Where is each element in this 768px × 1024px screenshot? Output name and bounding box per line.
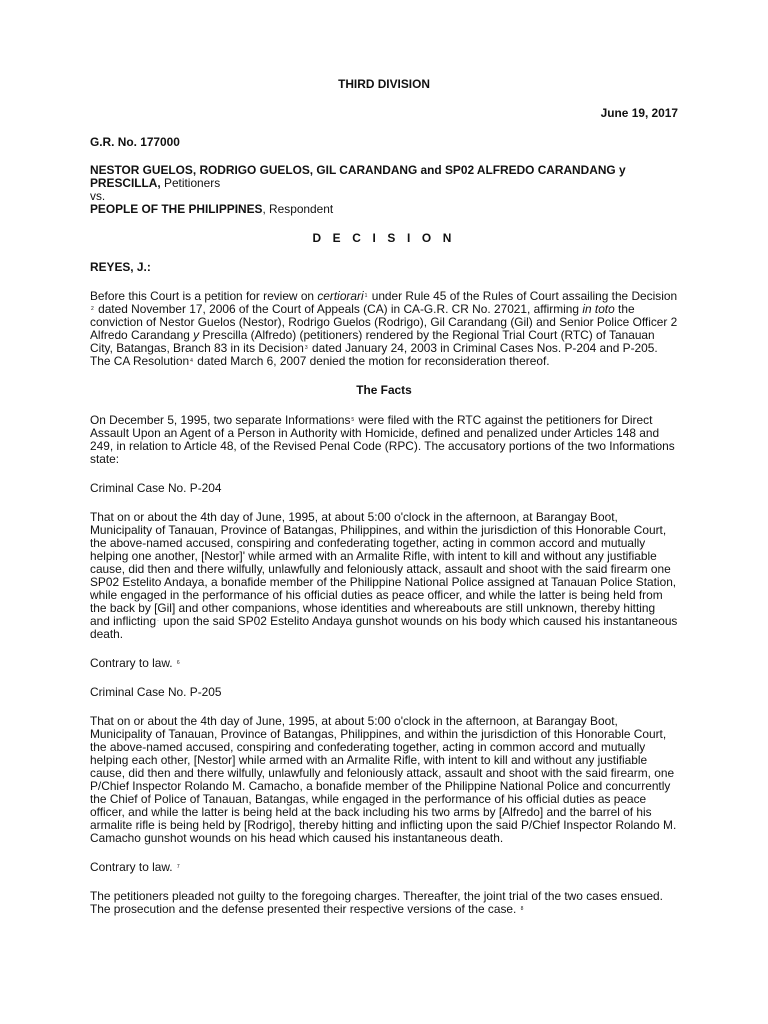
facts-text-2: were filed with the RTC against the petitioners for Direct Assault Upon an Agent of a Person in Authority with Homicide, defined and penalized under Articles 148 and 249, in relation to Article 48, of the Revised Penal Code (RPC). The accusatory portions of the two Informations state: [90,413,675,466]
petitioners-role: Petitioners [160,176,221,190]
intro-text-7: dated March 6, 2007 denied the motion for reconsideration thereof. [193,354,550,368]
contrary-text-2: Contrary to law. [90,860,173,874]
petitioners-names: NESTOR GUELOS, RODRIGO GUELOS, GIL CARANDANG and SP02 ALFREDO CARANDANG y PRESCILLA, [90,163,626,190]
closing-paragraph: The petitioners pleaded not guilty to the foregoing charges. Thereafter, the joint trial of the two cases ensued. The prosecution and the defense presented their respective versions of the case. 8 [90,889,663,916]
gr-number: G.R. No. 177000 [90,135,180,149]
decision-heading: D E C I S I O N [312,231,456,245]
case-p204-text-1: That on or about the 4th day of June, 1995, at about 5:00 o'clock in the afternoon, at Barangay Boot, Municipality of Tanauan, Province of Batangas, Philippines, and within the jurisdiction of this Honorable Court, the above-named accused, conspiring and confederating together, acting in common accord and mutually helping one another, [Nestor]' while armed with an Armalite Rifle, with intent to kill and without any justifiable cause, did then and there wilfully, unlawfully and feloniously attack, assault and shoot with the said firearm one SP02 Estelito Andaya, a bonafide member of the Philippine National Police assigned at Tanauan Police Station, while engaged in the performance of his official duties as peace officer, and while the latter is being held from the back by [Gil] and other companions, whose identities and whereabouts are still unknown, thereby hitting and inflicting [90,510,677,628]
case-p204-title: Criminal Case No. P-204 [90,481,222,495]
facts-text-1: On December 5, 1995, two separate Informations [90,413,351,427]
facts-paragraph: On December 5, 1995, two separate Informations5 were filed with the RTC against the petitioners for Direct Assault Upon an Agent of a Person in Authority with Homicide, defined and penalized under Articles 148 and 249, in relation to Article 48, of the Revised Penal Code (RPC). The accusatory portions of the two Informations state: [90,413,675,466]
petitioners-line [90,164,678,190]
intro-text-4: the conviction of Nestor Guelos (Nestor), Rodrigo Guelos (Rodrigo), Gil Carandang (Gil) and Senior Police Officer 2 Alfredo Carandang [90,302,678,342]
facts-heading: The Facts [356,383,412,397]
case-p204-body: That on or about the 4th day of June, 1995, at about 5:00 o'clock in the afternoon, at Barangay Boot, Municipality of Tanauan, Province of Batangas, Philippines, and within the jurisdiction of this Honorable Court, the above-named accused, conspiring and confederating together, acting in common accord and mutually helping one another, [Nestor]' while armed with an Armalite Rifle, with intent to kill and without any justifiable cause, did then and there wilfully, unlawfully and feloniously attack, assault and shoot with the said firearm one SP02 Estelito Andaya, a bonafide member of the Philippine National Police assigned at Tanauan Police Station, while engaged in the performance of his official duties as peace officer, and while the latter is being held from the back by [Gil] and other companions, whose identities and whereabouts are still unknown, thereby hitting and inflicting· upon the said SP02 Estelito Andaya gunshot wounds on his body which caused his instantaneous death. [90,510,678,641]
decision-document [90,76,678,916]
division-heading: THIRD DIVISION [338,77,430,91]
ponente: REYES, J.: [90,260,151,274]
intro-italic-in-toto: in toto [582,302,615,316]
respondent-name: PEOPLE OF THE PHILIPPINES [90,202,263,216]
closing-text: The petitioners pleaded not guilty to the foregoing charges. Thereafter, the joint trial of the two cases ensued. The prosecution and the defense presented their respective versions of the case. [90,889,663,916]
intro-text-5: Prescilla (Alfredo) (petitioners) rendered by the Regional Trial Court (RTC) of Tanauan City, Batangas, Branch 83 in its Decision [90,328,655,355]
decision-date: June 19, 2017 [600,106,678,120]
intro-text-1: Before this Court is a petition for review on [90,289,318,303]
respondent-line [90,203,678,216]
case-p204-text-2: upon the said SP02 Estelito Andaya gunshot wounds on his body which caused his instantaneous death. [90,614,678,641]
versus-text: vs. [90,189,106,203]
respondent-role: , Respondent [262,202,334,216]
contrary-text-1: Contrary to law. [90,656,173,670]
intro-italic-certiorari: certiorari [317,289,364,303]
case-p205-body: That on or about the 4th day of June, 1995, at about 5:00 o'clock in the afternoon, at Barangay Boot, Municipality of Tanauan, Province of Batangas, Philippines, and within the jurisdiction of this Honorable Court, the above-named accused, conspiring and confederating together, acting in common accord and mutually helping each other, [Nestor] while armed with an Armalite Rifle, with intent to kill and without any justifiable cause, did then and there wilfully, unlawfully and feloniously attack, assault and shoot with the said firearm, one P/Chief Inspector Rolando M. Camacho, a bonafide member of the Philippine National Police and concurrently the Chief of Police of Tanauan, Batangas, while engaged in the performance of his official duties as peace officer, and while the latter is being held at the back including his two arms by [Alfredo] and the barrel of his armalite rifle is being held by [Rodrigo], thereby hitting and inflicting upon the said P/Chief Inspector Rolando M. Camacho gunshot wounds on his head which caused his instantaneous death. [90,714,677,845]
intro-paragraph: Before this Court is a petition for review on certiorari1 under Rule 45 of the Rules of Court assailing the Decision2 dated November 17, 2006 of the Court of Appeals (CA) in CA-G.R. CR No. 27021, affirming in toto the conviction of Nestor Guelos (Nestor), Rodrigo Guelos (Rodrigo), Gil Carandang (Gil) and Senior Police Officer 2 Alfredo Carandang y Prescilla (Alfredo) (petitioners) rendered by the Regional Trial Court (RTC) of Tanauan City, Batangas, Branch 83 in its Decision3 dated January 24, 2003 in Criminal Cases Nos. P-204 and P-205. The CA Resolution4 dated March 6, 2007 denied the motion for reconsideration thereof. [90,289,678,368]
intro-text-6: dated January 24, 2003 in Criminal Cases Nos. P-204 and P-205. The CA Resolution [90,341,658,368]
intro-text-3: dated November 17, 2006 of the Court of Appeals (CA) in CA-G.R. CR No. 27021, affirming [94,302,583,316]
case-p204-contrary: Contrary to law. 6 [90,656,180,670]
intro-text-2: under Rule 45 of the Rules of Court assailing the Decision [368,289,678,303]
case-p205-contrary: Contrary to law. 7 [90,860,180,874]
intro-italic-y: y [193,328,200,342]
case-p205-title: Criminal Case No. P-205 [90,685,222,699]
